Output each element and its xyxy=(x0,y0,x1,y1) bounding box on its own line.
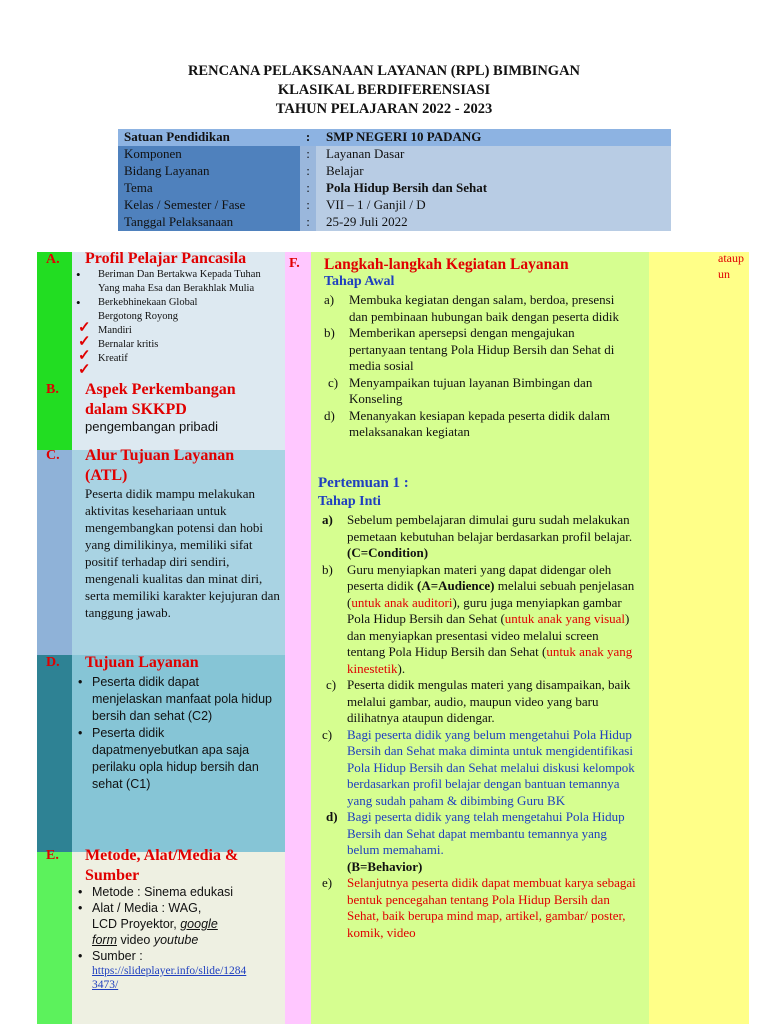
section-c-letter: C. xyxy=(46,448,60,463)
info-key: Bidang Layanan xyxy=(118,163,300,180)
section-c-title-1: Alur Tujuan Layanan xyxy=(85,447,235,464)
info-value: 25-29 Juli 2022 xyxy=(316,214,671,231)
info-value: Layanan Dasar xyxy=(316,146,671,163)
info-key: Kelas / Semester / Fase xyxy=(118,197,300,214)
section-b-letter: B. xyxy=(46,382,59,397)
tahap-awal-list xyxy=(322,292,622,441)
section-b-title-1: Aspek Perkembangan xyxy=(85,381,236,398)
list-item: d) Menanyakan kesiapan kepada peserta didik dalam melaksanakan kegiatan xyxy=(324,407,610,439)
section-a-title: Profil Pelajar Pancasila xyxy=(85,250,247,267)
tahap-awal-heading: Tahap Awal xyxy=(324,274,395,289)
section-f-title: Langkah-langkah Kegiatan Layanan xyxy=(324,256,569,273)
section-b-text: pengembangan pribadi xyxy=(85,419,218,434)
tahap-inti-heading: Tahap Inti xyxy=(318,494,381,509)
list-item: • Peserta didik dapatmenyebutkan apa saja perilaku opla hidup bersih dan sehat (C1) xyxy=(76,725,272,793)
list-item: c) Peserta didik mengulas materi yang disampaikan, baik melalui gambar, audio, maupun video yang baru dilihatnya ataupun didengar. xyxy=(326,677,631,725)
doc-title-line3: TAHUN PELAJARAN 2022 - 2023 xyxy=(275,101,493,117)
check-mark-icon: ✓ xyxy=(78,362,91,378)
info-sep: : xyxy=(300,214,316,231)
section-f-letter: F. xyxy=(289,256,300,271)
info-sep: : xyxy=(300,180,316,197)
section-a-letter: A. xyxy=(46,252,60,267)
list-item: Bergotong Royong xyxy=(98,311,179,322)
list-item: a) Sebelum pembelajaran dimulai guru sudah melakukan pemetaan kebutuhan belajar berdasarkan profil belajar. (C=Condition) xyxy=(322,512,633,560)
google-link[interactable]: google xyxy=(180,917,218,931)
list-item: • Berkebhinekaan Global xyxy=(76,295,198,310)
info-sep: : xyxy=(300,146,316,163)
pertemuan-heading: Pertemuan 1 : xyxy=(318,475,409,491)
list-item: e) Selanjutnya peserta didik dapat membuat karya sebagai bentuk pencegahan tentang Pola Hidup Bersih dan Sehat, baik berupa mind map, artikel, gambar/ poster, komik, video xyxy=(322,875,636,940)
info-sep: : xyxy=(300,163,316,180)
right-note: ataupun xyxy=(718,251,744,281)
info-row xyxy=(118,214,671,231)
right-column-bg xyxy=(649,252,749,1024)
tahap-inti-list xyxy=(320,512,638,941)
check-mark-icon: ✓ xyxy=(78,348,91,364)
list-item: c) Menyampaikan tujuan layanan Bimbingan dan Konseling xyxy=(328,374,593,406)
check-mark-icon: ✓ xyxy=(78,334,91,350)
info-key: Komponen xyxy=(118,146,300,163)
section-d-list xyxy=(76,674,272,793)
list-item: a) Membuka kegiatan dengan salam, berdoa, presensi dan pembinaan hubungan baik dengan peserta didik xyxy=(324,292,620,324)
section-e-list xyxy=(76,884,272,992)
list-item: • Metode : Sinema edukasi xyxy=(76,884,272,900)
strip-d xyxy=(37,655,72,852)
list-item: • Alat / Media : WAG, LCD Proyektor, google form video youtube xyxy=(76,900,272,948)
info-row xyxy=(118,129,671,146)
info-key: Tanggal Pelaksanaan xyxy=(118,214,300,231)
list-item: d) Bagi peserta didik yang telah mengetahui Pola Hidup Bersih dan Sehat dapat membantu temannya yang belum memahami. (B=Behavior) xyxy=(326,809,625,874)
list-item: Kreatif xyxy=(98,353,128,364)
info-sep: : xyxy=(300,197,316,214)
info-row xyxy=(118,163,671,180)
list-item: Mandiri xyxy=(98,325,132,336)
list-item: • Beriman Dan Bertakwa Kepada Tuhan Yang maha Esa dan Berakhlak Mulia xyxy=(76,267,261,294)
section-d-letter: D. xyxy=(46,655,60,670)
section-e-title-1: Metode, Alat/Media & xyxy=(85,847,239,864)
list-item: Bernalar kritis xyxy=(98,339,159,350)
info-row xyxy=(118,197,671,214)
section-e-title-2: Sumber xyxy=(85,867,140,884)
form-link[interactable]: form xyxy=(92,933,117,947)
section-d-title: Tujuan Layanan xyxy=(85,654,199,671)
pink-column xyxy=(285,252,311,1024)
strip-e xyxy=(37,852,72,1024)
info-sep: : xyxy=(300,129,316,146)
source-link[interactable]: https://slideplayer.info/slide/12843473/ xyxy=(92,965,247,991)
info-value: VII – 1 / Ganjil / D xyxy=(316,197,671,214)
strip-ab xyxy=(37,252,72,450)
list-item: b) Guru menyiapkan materi yang dapat didengar oleh peserta didik (A=Audience) melalui sebuah penjelasan (untuk anak auditori), guru juga menyiapkan gambar Pola Hidup Bersih dan Sehat (untuk anak yang visual) dan menyiapkan presentasi video melalui screen tentang Pola Hidup Bersih dan Sehat (untuk anak yang kinestetik). xyxy=(322,561,635,676)
section-c-text: Peserta didik mampu melakukan aktivitas kesehariaan untuk mengembangkan potensi dan hobi yang dimilikinya, memiliki sifat positif terhadap diri sendiri, mengenali kualitas dan minat diri, serta memiliki karakter kejujuran dan tanggung jawab. xyxy=(85,486,280,620)
list-item: c) Bagi peserta didik yang belum mengetahui Pola Hidup Bersih dan Sehat maka diminta untuk mengidentifikasi Pola Hidup Bersih dan Sehat melalui diskusi kelompok berdasarkan profil belajar dengan bantuan temannya yang sudah paham & dibimbing Guru BK xyxy=(322,726,635,808)
info-value: Belajar xyxy=(316,163,671,180)
check-mark-icon: ✓ xyxy=(78,320,91,336)
info-value: SMP NEGERI 10 PADANG xyxy=(316,129,671,146)
section-e-letter: E. xyxy=(46,848,59,863)
info-row xyxy=(118,146,671,163)
doc-title-line2: KLASIKAL BERDIFERENSIASI xyxy=(277,82,491,98)
info-key: Tema xyxy=(118,180,300,197)
doc-title-line1: RENCANA PELAKSANAAN LAYANAN (RPL) BIMBINGAN xyxy=(187,63,581,79)
section-c-title-2: (ATL) xyxy=(85,467,128,484)
list-item: b) Memberikan apersepsi dengan mengajukan pertanyaan tentang Pola Hidup Bersih dan Sehat di media sosial xyxy=(324,325,615,373)
section-a-list xyxy=(76,268,276,366)
info-row xyxy=(118,180,671,197)
info-key: Satuan Pendidikan xyxy=(118,129,300,146)
list-item: • Sumber : https://slideplayer.info/slide/12843473/ xyxy=(76,948,272,992)
list-item: • Peserta didik dapat menjelaskan manfaat pola hidup bersih dan sehat (C2) xyxy=(76,674,272,725)
strip-c xyxy=(37,450,72,655)
info-value: Pola Hidup Bersih dan Sehat xyxy=(316,180,671,197)
section-b-title-2: dalam SKKPD xyxy=(85,401,187,418)
